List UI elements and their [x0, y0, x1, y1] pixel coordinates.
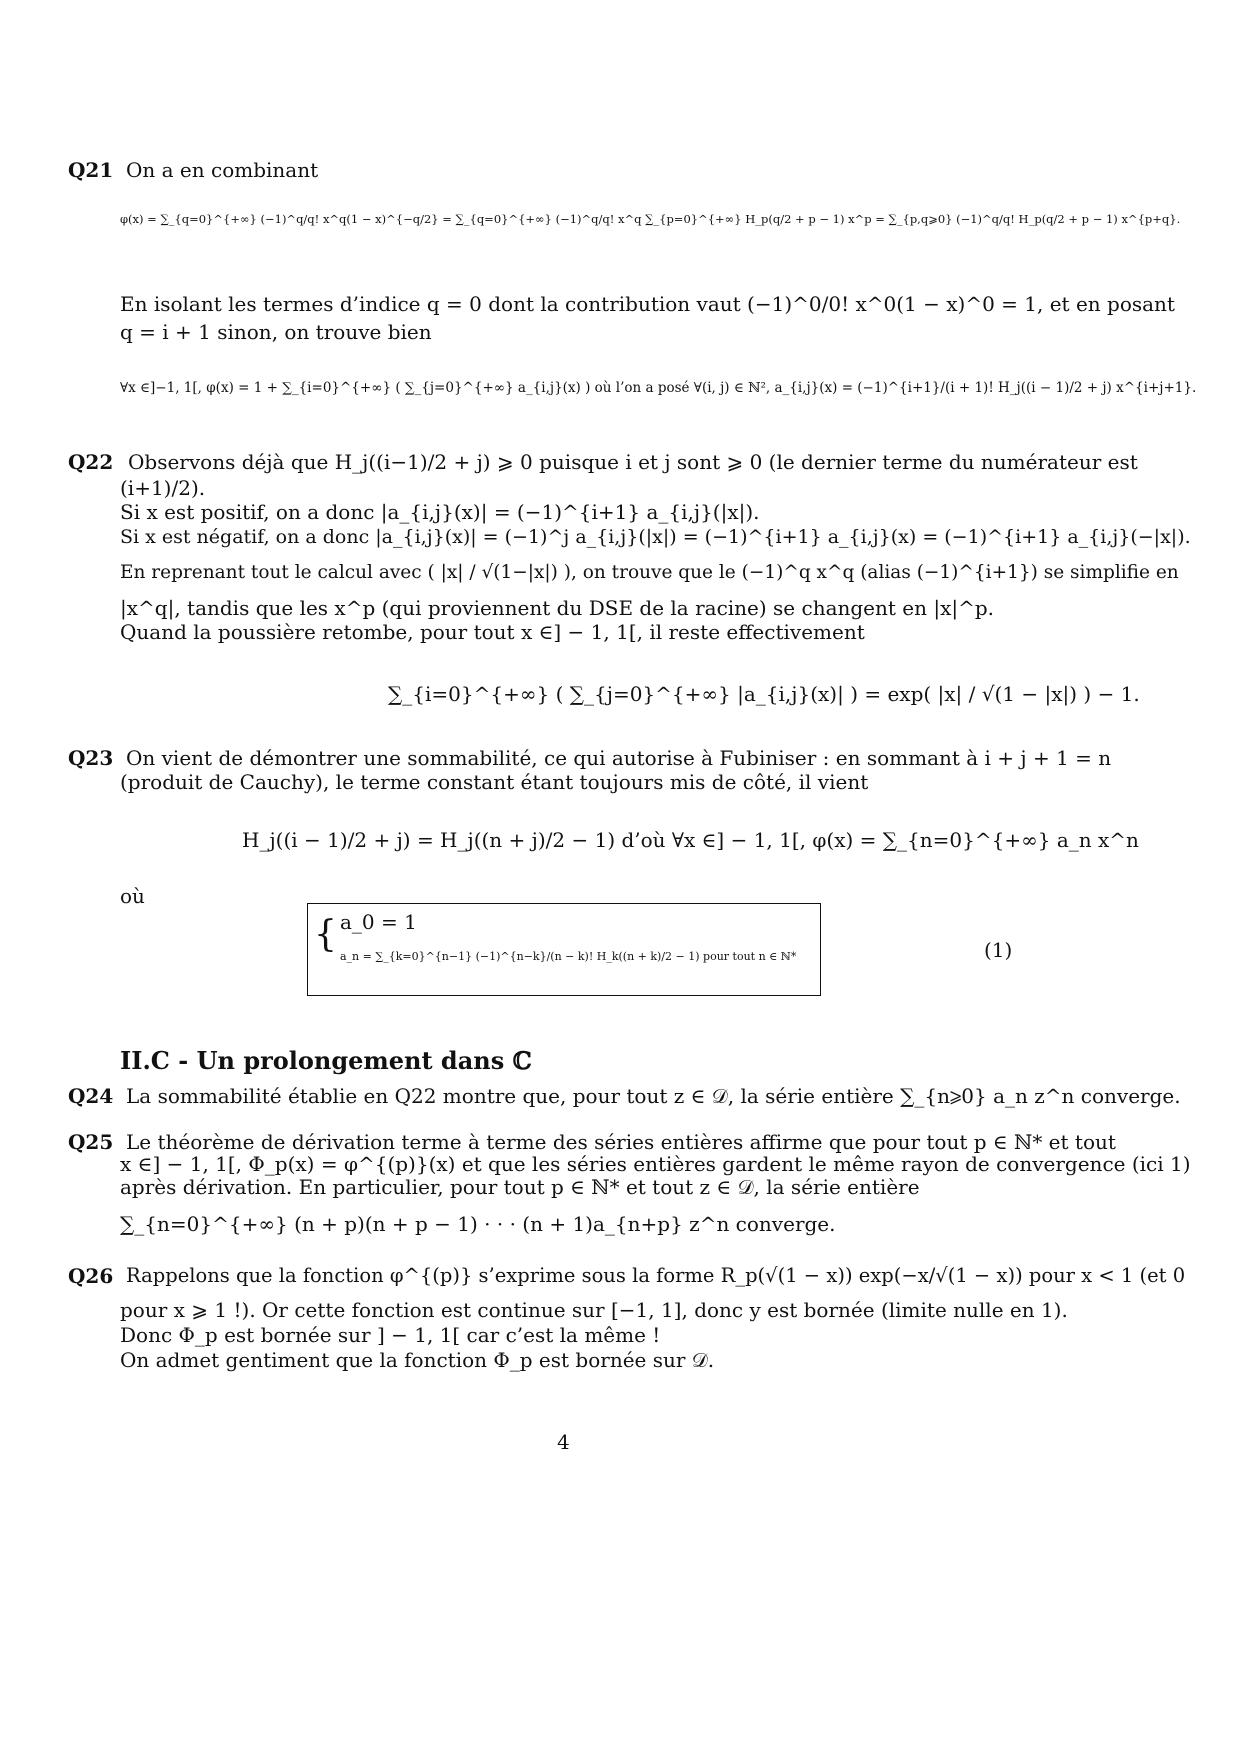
q21-label: Q21 — [68, 158, 114, 182]
q26-line-3: Donc Φ_p est bornée sur ] − 1, 1[ car c’est la même ! — [120, 1323, 661, 1347]
q23-ou: où — [120, 884, 145, 908]
page-number: 4 — [557, 1430, 570, 1454]
box-line-1: a_0 = 1 — [340, 910, 417, 934]
equation-number: (1) — [984, 938, 1013, 962]
q23-line-1: On vient de démontrer une sommabilité, ce qui autorise à Fubiniser : en sommant à i + j + 1 = n — [126, 746, 1112, 770]
q22-line-5: |x^q|, tandis que les x^p (qui proviennent du DSE de la racine) se changent en |x|^p. — [120, 596, 995, 620]
q21-equation-2: ∀x ∈]−1, 1[, φ(x) = 1 + ∑_{i=0}^{+∞} ( ∑_{j=0}^{+∞} a_{i,j}(x) ) où l’on a posé ∀(i, j) ∈ ℕ², a_{i,j}(x) = (−1)^{i+1}/(i + 1)! H_j((i − 1)/2 + j) x^{i+j+1}. — [120, 380, 1197, 396]
q21-equation-1: φ(x) = ∑_{q=0}^{+∞} (−1)^q/q! x^q(1 − x)^{−q/2} = ∑_{q=0}^{+∞} (−1)^q/q! x^q ∑_{p=0}^{+∞} H_p(q/2 + p − 1) x^p = ∑_{p,q⩾0} (−1)^q/q! H_p(q/2 + p − 1) x^{p+q}. — [120, 212, 1181, 226]
q21-text-2: q = i + 1 sinon, on trouve bien — [120, 320, 432, 344]
q26-line-1: Rappelons que la fonction φ^{(p)} s’exprime sous la forme R_p(√(1 − x)) exp(−x/√(1 − x)) pour x < 1 (et 0 — [126, 1264, 1186, 1287]
q22-line-1b: (i+1)/2). — [120, 476, 206, 500]
q26-label: Q26 — [68, 1264, 114, 1288]
box-line-2: a_n = ∑_{k=0}^{n−1} (−1)^{n−k}/(n − k)! H_k((n + k)/2 − 1) pour tout n ∈ ℕ* — [340, 950, 797, 963]
q22-line-4: En reprenant tout le calcul avec ( |x| / √(1−|x|) ), on trouve que le (−1)^q x^q (alias (−1)^{i+1}) se simplifie en — [120, 562, 1179, 583]
q25-line-1: Le théorème de dérivation terme à terme des séries entières affirme que pour tout p ∈ ℕ* et tout — [126, 1130, 1116, 1154]
q25-label: Q25 — [68, 1130, 114, 1154]
section-title: II.C - Un prolongement dans ℂ — [120, 1046, 532, 1075]
q25-line-4: ∑_{n=0}^{+∞} (n + p)(n + p − 1) · · · (n + 1)a_{n+p} z^n converge. — [120, 1212, 836, 1236]
q22-line-3: Si x est négatif, on a donc |a_{i,j}(x)| = (−1)^j a_{i,j}(|x|) = (−1)^{i+1} a_{i,j}(x) = (−1)^{i+1} a_{i,j}(−|x|). — [120, 526, 1191, 548]
q22-line-6: Quand la poussière retombe, pour tout x ∈] − 1, 1[, il reste effectivement — [120, 620, 865, 644]
q23-line-2: (produit de Cauchy), le terme constant étant toujours mis de côté, il vient — [120, 770, 869, 794]
q23-label: Q23 — [68, 746, 114, 770]
left-brace: { — [314, 914, 337, 955]
q21-intro: On a en combinant — [126, 158, 319, 182]
q22-line-1: Observons déjà que H_j((i−1)/2 + j) ⩾ 0 puisque i et j sont ⩾ 0 (le dernier terme du numérateur est — [128, 450, 1138, 474]
q21-text-1: En isolant les termes d’indice q = 0 dont la contribution vaut (−1)^0/0! x^0(1 − x)^0 = 1, et en posant — [120, 292, 1175, 316]
q22-line-2: Si x est positif, on a donc |a_{i,j}(x)| = (−1)^{i+1} a_{i,j}(|x|). — [120, 500, 760, 524]
q24-label: Q24 — [68, 1084, 114, 1108]
q25-line-2: x ∈] − 1, 1[, Φ_p(x) = φ^{(p)}(x) et que les séries entières gardent le même rayon de convergence (ici 1) — [120, 1152, 1191, 1176]
q22-label: Q22 — [68, 450, 114, 474]
q22-equation: ∑_{i=0}^{+∞} ( ∑_{j=0}^{+∞} |a_{i,j}(x)| ) = exp( |x| / √(1 − |x|) ) − 1. — [388, 682, 1140, 706]
formula-box — [307, 903, 821, 996]
q26-line-2: pour x ⩾ 1 !). Or cette fonction est continue sur [−1, 1], donc y est bornée (limite nulle en 1). — [120, 1298, 1068, 1322]
q24-text: La sommabilité établie en Q22 montre que, pour tout z ∈ 𝒟, la série entière ∑_{n⩾0} a_n z^n converge. — [126, 1084, 1181, 1108]
q23-equation: H_j((i − 1)/2 + j) = H_j((n + j)/2 − 1) d’où ∀x ∈] − 1, 1[, φ(x) = ∑_{n=0}^{+∞} a_n x^n — [242, 828, 1139, 852]
q25-line-3: après dérivation. En particulier, pour tout p ∈ ℕ* et tout z ∈ 𝒟, la série entière — [120, 1175, 920, 1199]
q26-line-4: On admet gentiment que la fonction Φ_p est bornée sur 𝒟. — [120, 1348, 715, 1372]
